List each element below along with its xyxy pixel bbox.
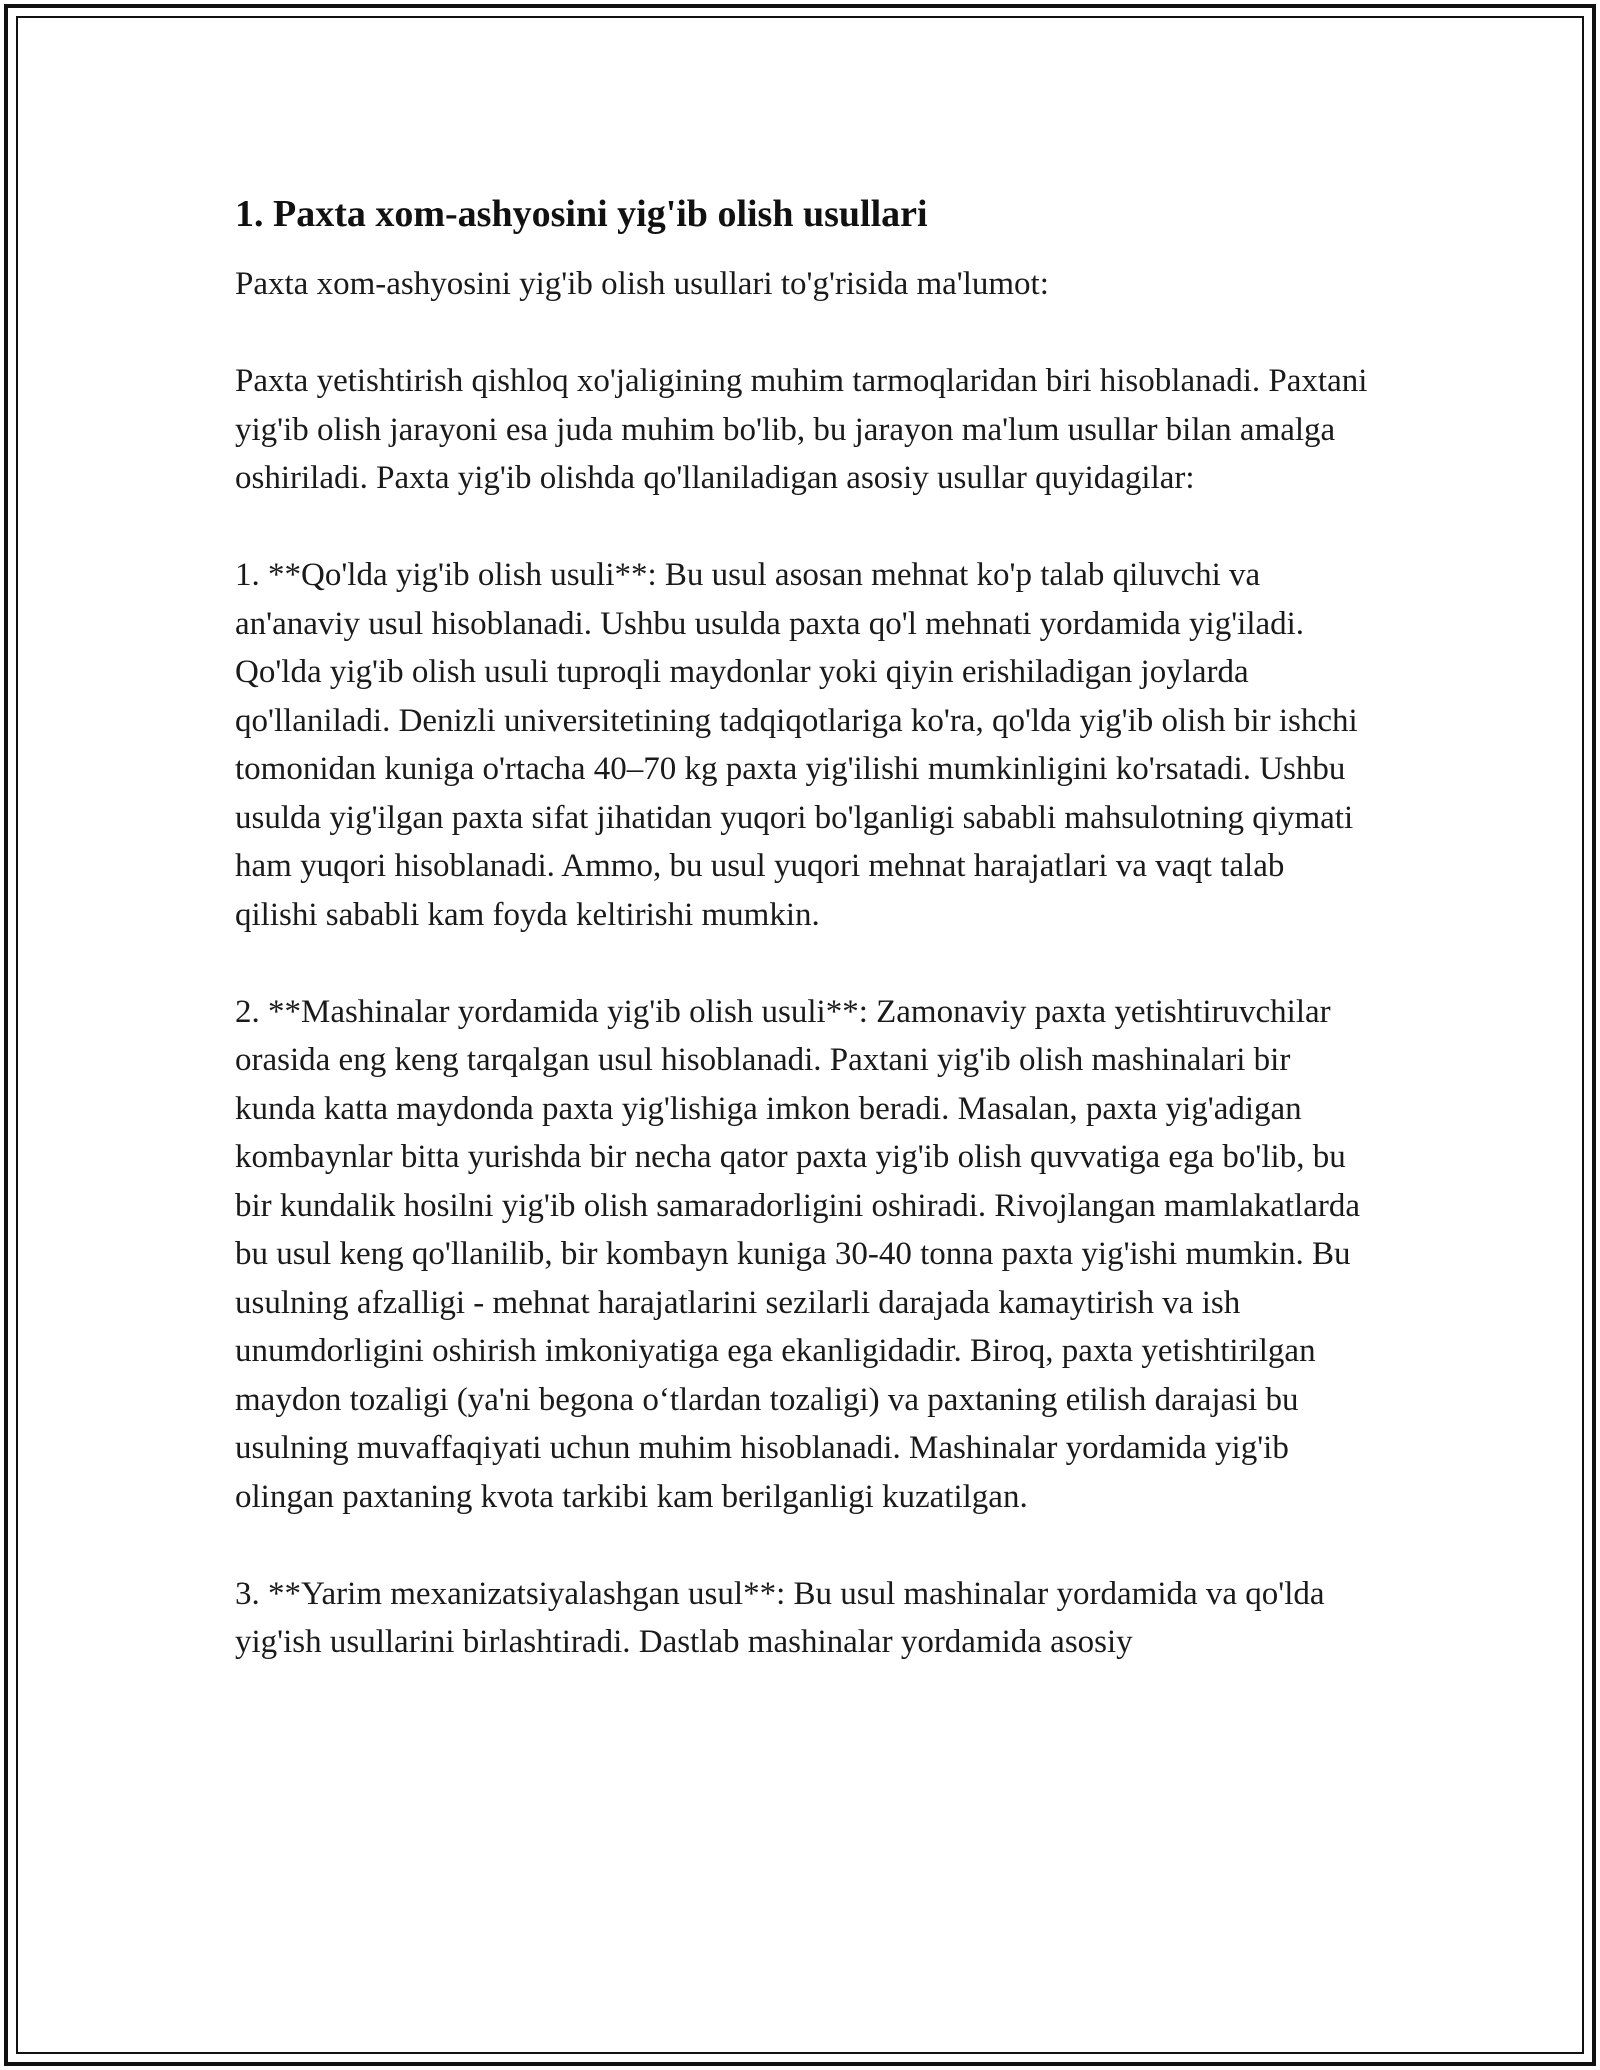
paragraph-overview: Paxta yetishtirish qishloq xo'jaligining muhim tarmoqlaridan biri hisoblanadi. Paxtani yig'ib olish jarayoni esa juda muhim bo'lib, bu jarayon ma'lum usullar bilan amalga oshiriladi. Paxta yig'ib olishda qo'llaniladigan asosiy usullar quyidagilar: [235,363,1368,496]
paragraph-manual-harvesting: 1. **Qo'lda yig'ib olish usuli**: Bu usul asosan mehnat ko'p talab qiluvchi va an'anaviy usul hisoblanadi. Ushbu usulda paxta qo'l mehnati yordamida yig'iladi. Qo'lda yig'ib olish usuli tuproqli maydonlar yoki qiyin erishiladigan joylarda qo'llaniladi. Denizli universitetining tadqiqotlariga ko'ra, qo'lda yig'ib olish bir ishchi tomonidan kuniga o'rtacha 40–70 kg paxta yig'ilishi mumkinligini ko'rsatadi. Ushbu usulda yig'ilgan paxta sifat jihatidan yuqori bo'lganligi sababli mahsulotning qiymati ham yuqori hisoblanadi. Ammo, bu usul yuqori mehnat harajatlari va vaqt talab qilishi sababli kam foyda keltirishi mumkin. [235,557,1358,933]
document-body [235,188,1375,1715]
paragraph-machine-harvesting: 2. **Mashinalar yordamida yig'ib olish usuli**: Zamonaviy paxta yetishtiruvchilar orasida eng keng tarqalgan usul hisoblanadi. Paxtani yig'ib olish mashinalari bir kunda katta maydonda paxta yig'lishiga imkon beradi. Masalan, paxta yig'adigan kombaynlar bitta yurishda bir necha qator paxta yig'ib olish quvvatiga ega bo'lib, bu bir kundalik hosilni yig'ib olish samaradorligini oshiradi. Rivojlangan mamlakatlarda bu usul keng qo'llanilib, bir kombayn kuniga 30-40 tonna paxta yig'ishi mumkin. Bu usulning afzalligi - mehnat harajatlarini sezilarli darajada kamaytirish va ish unumdorligini oshirish imkoniyatiga ega ekanligidadir. Biroq, paxta yetishtirilgan maydon tozaligi (ya'ni begona o‘tlardan tozaligi) va paxtaning etilish darajasi bu usulning muvaffaqiyati uchun muhim hisoblanadi. Mashinalar yordamida yig'ib olingan paxtaning kvota tarkibi kam berilganligi kuzatilgan. [235,993,1360,1515]
intro-paragraph: Paxta xom-ashyosini yig'ib olish usullari to'g'risida ma'lumot: [235,266,1049,302]
section-heading: 1. Paxta xom-ashyosini yig'ib olish usullari [235,193,928,235]
paragraph-semi-mechanized: 3. **Yarim mexanizatsiyalashgan usul**: Bu usul mashinalar yordamida va qo'lda yig'ish usullarini birlashtiradi. Dastlab mashinalar yordamida asosiy [235,1575,1325,1660]
